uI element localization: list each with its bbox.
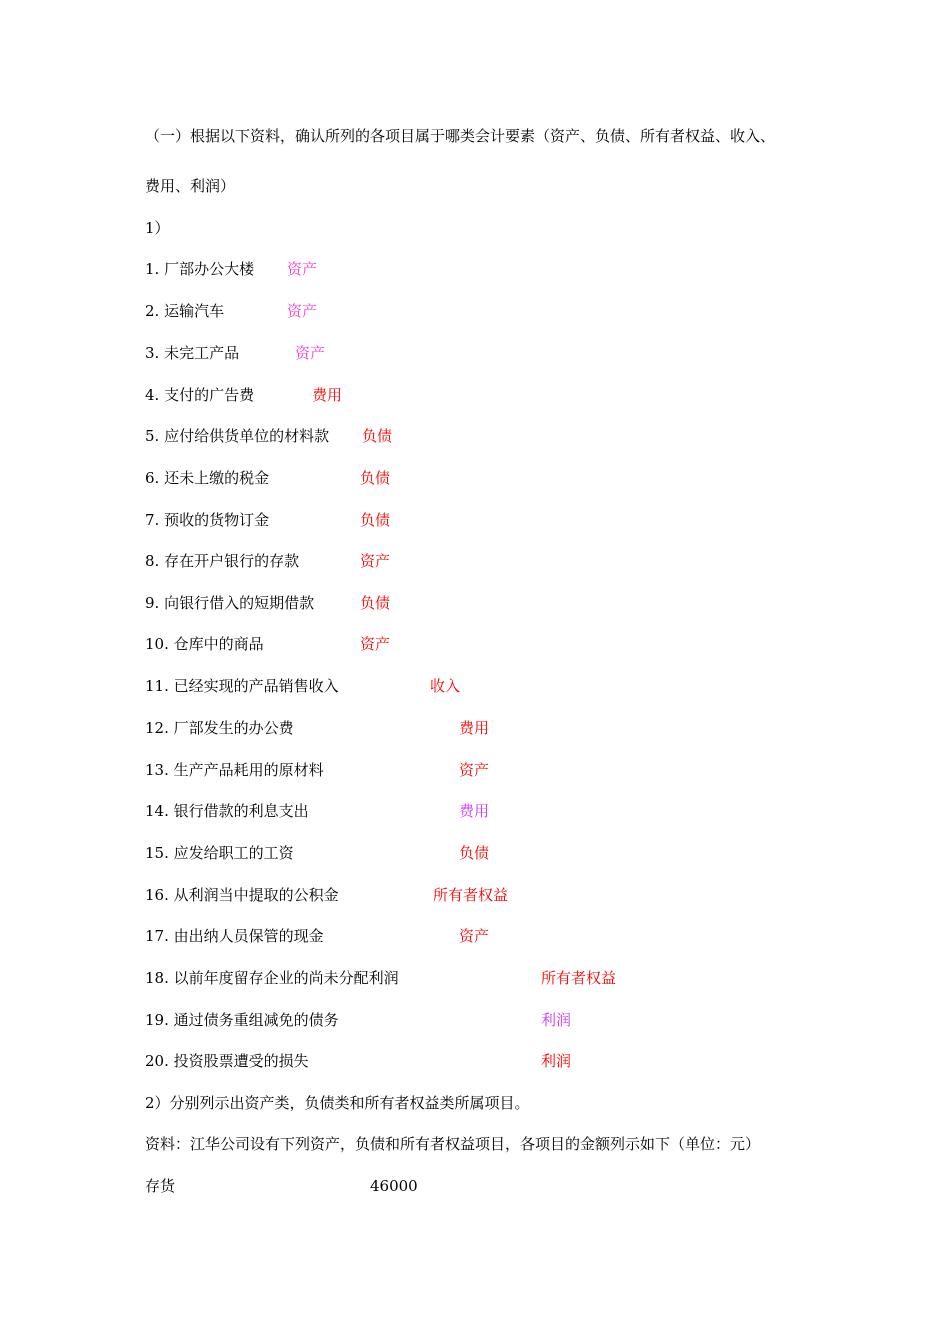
item-answer: 资产: [287, 302, 318, 320]
item-label: 5. 应付给供货单位的材料款: [145, 427, 330, 445]
item-answer: 所有者权益: [541, 969, 617, 987]
item-label: 2. 运输汽车: [145, 302, 225, 320]
item-label: 15. 应发给职工的工资: [145, 844, 294, 862]
item-answer: 资产: [459, 761, 490, 779]
item-answer: 负债: [362, 427, 393, 445]
item-answer: 资产: [360, 635, 391, 653]
item-answer: 负债: [360, 511, 391, 529]
item-label: 18. 以前年度留存企业的尚未分配利润: [145, 969, 399, 987]
part2-source: 资料：江华公司设有下列资产，负债和所有者权益项目，各项目的金额列示如下（单位：元）: [145, 1135, 761, 1153]
part1-label: 1）: [145, 219, 170, 237]
item-answer: 收入: [430, 677, 461, 695]
item-answer: 资产: [295, 344, 326, 362]
item-label: 10. 仓库中的商品: [145, 635, 264, 653]
item-label: 12. 厂部发生的办公费: [145, 719, 294, 737]
item-label: 1. 厂部办公大楼: [145, 260, 255, 278]
item-label: 19. 通过债务重组减免的债务: [145, 1011, 339, 1029]
item-label: 8. 存在开户银行的存款: [145, 552, 300, 570]
item-label: 9. 向银行借入的短期借款: [145, 594, 315, 612]
item-label: 16. 从利润当中提取的公积金: [145, 886, 339, 904]
intro-line-2: 费用、利润）: [145, 177, 236, 195]
item-answer: 费用: [459, 719, 490, 737]
item-answer: 资产: [459, 927, 490, 945]
intro-line-1: （一）根据以下资料，确认所列的各项目属于哪类会计要素（资产、负债、所有者权益、收入、: [145, 127, 776, 145]
item-label: 3. 未完工产品: [145, 344, 240, 362]
item-label: 11. 已经实现的产品销售收入: [145, 677, 339, 695]
item-answer: 资产: [287, 260, 318, 278]
item-answer: 利润: [541, 1011, 572, 1029]
item-label: 13. 生产产品耗用的原材料: [145, 761, 324, 779]
item-answer: 利润: [541, 1052, 572, 1070]
item-label: 6. 还未上缴的税金: [145, 469, 270, 487]
item-answer: 负债: [360, 594, 391, 612]
inventory-amount: 46000: [370, 1177, 418, 1195]
item-label: 4. 支付的广告费: [145, 386, 255, 404]
item-answer: 费用: [459, 802, 490, 820]
item-label: 14. 银行借款的利息支出: [145, 802, 309, 820]
item-answer: 资产: [360, 552, 391, 570]
item-label: 7. 预收的货物订金: [145, 511, 270, 529]
item-label: 17. 由出纳人员保管的现金: [145, 927, 324, 945]
inventory-name: 存货: [145, 1177, 176, 1195]
item-answer: 负债: [459, 844, 490, 862]
part2-label: 2）分别列示出资产类，负债类和所有者权益类所属项目。: [145, 1094, 530, 1112]
item-answer: 所有者权益: [433, 886, 509, 904]
item-answer: 负债: [360, 469, 391, 487]
item-answer: 费用: [312, 386, 343, 404]
item-label: 20. 投资股票遭受的损失: [145, 1052, 309, 1070]
